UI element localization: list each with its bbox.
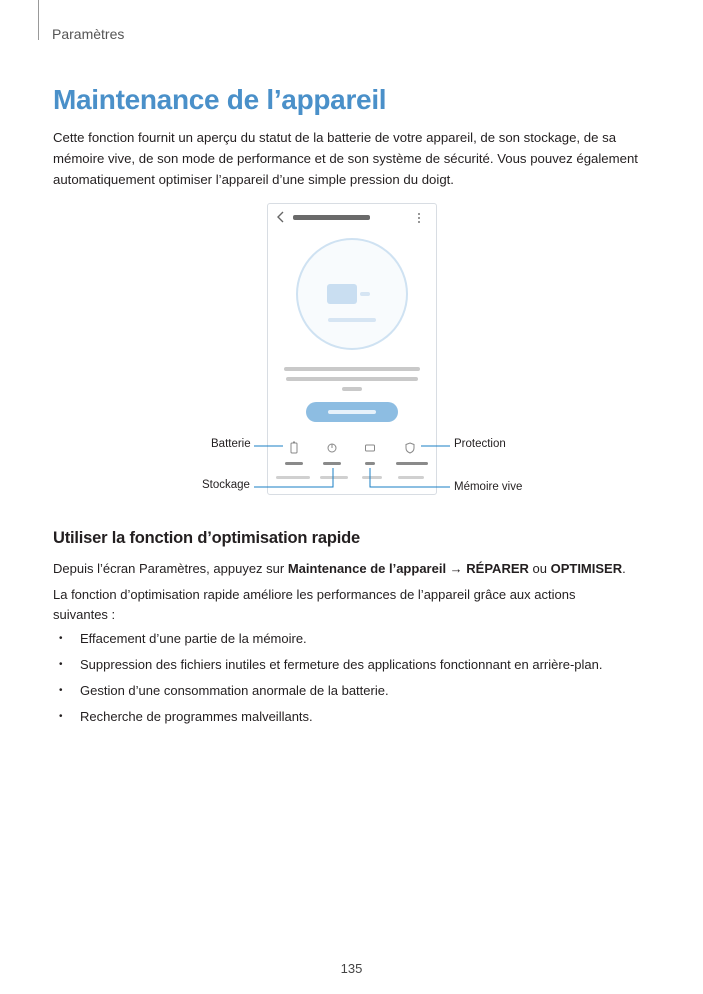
shield-icon: [404, 441, 416, 455]
menu-path-maintenance: Maintenance de l’appareil: [287, 561, 447, 576]
score-unit: [360, 292, 370, 296]
optimize-now-label: [328, 410, 376, 414]
protection-tile: [394, 437, 426, 461]
list-item: • Recherche de programmes malveillants.: [53, 707, 602, 733]
list-item: • Gestion d’une consommation anormale de la batterie.: [53, 681, 602, 707]
section-title: Utiliser la fonction d’optimisation rapide: [53, 529, 360, 547]
tile-detail: [362, 476, 382, 479]
memory-tile: [354, 437, 386, 461]
tile-label: [365, 462, 375, 465]
storage-tile: [316, 437, 348, 461]
running-header: Paramètres: [52, 26, 125, 42]
description-paragraph: La fonction d’optimisation rapide améliore les performances de l’appareil grâce aux actions suivantes :: [53, 587, 576, 622]
score-value: [327, 284, 357, 304]
callout-stockage: Stockage: [202, 479, 250, 491]
callout-batterie: Batterie: [211, 438, 251, 450]
callout-protection: Protection: [454, 438, 506, 450]
score-status: [328, 318, 376, 322]
intro-paragraph: Cette fonction fournit un aperçu du statut de la batterie de votre appareil, de son stockage, de sa mémoire vive, de son mode de performance et de son système de sécurité. Vous pouvez également automatiquement optimiser l’appareil d’une simple pression du doigt.: [53, 130, 638, 187]
tile-detail: [276, 476, 310, 479]
tile-detail: [398, 476, 424, 479]
or-text: ou: [528, 561, 551, 576]
bullet-list: [53, 629, 602, 733]
message-line: [342, 387, 362, 391]
menu-path-optimiser: OPTIMISER: [550, 561, 623, 576]
list-item: • Effacement d’une partie de la mémoire.: [53, 629, 602, 655]
battery-icon: [288, 441, 300, 455]
bullet-dot: •: [59, 633, 63, 644]
device-maintenance-screenshot: [267, 203, 437, 495]
back-arrow-icon: [276, 211, 286, 223]
memory-icon: [364, 441, 376, 455]
storage-icon: [326, 441, 338, 455]
header-rule: [38, 0, 39, 40]
battery-tile: [278, 437, 310, 461]
phone-app-title: [293, 215, 370, 220]
path-arrow: →: [446, 561, 467, 576]
page-title: Maintenance de l’appareil: [53, 84, 387, 115]
bullet-dot: •: [59, 659, 63, 670]
period: .: [622, 561, 626, 576]
page-number: 135: [340, 961, 363, 976]
tile-detail: [320, 476, 348, 479]
tile-label: [396, 462, 428, 465]
tile-label: [323, 462, 341, 465]
callout-memoire: Mémoire vive: [454, 481, 523, 493]
instruction-text: Depuis l’écran Paramètres, appuyez sur: [53, 561, 288, 576]
tile-label: [285, 462, 303, 465]
list-item: • Suppression des fichiers inutiles et fermeture des applications fonctionnant en arrière-plan.: [53, 655, 602, 681]
phone-app-bar: [268, 204, 436, 230]
bullet-dot: •: [59, 685, 63, 696]
menu-path-reparer: RÉPARER: [466, 561, 529, 576]
message-line: [286, 377, 418, 381]
bullet-dot: •: [59, 711, 63, 722]
message-line: [284, 367, 420, 371]
more-options-icon: [416, 212, 422, 224]
instruction-paragraph: [53, 559, 626, 579]
